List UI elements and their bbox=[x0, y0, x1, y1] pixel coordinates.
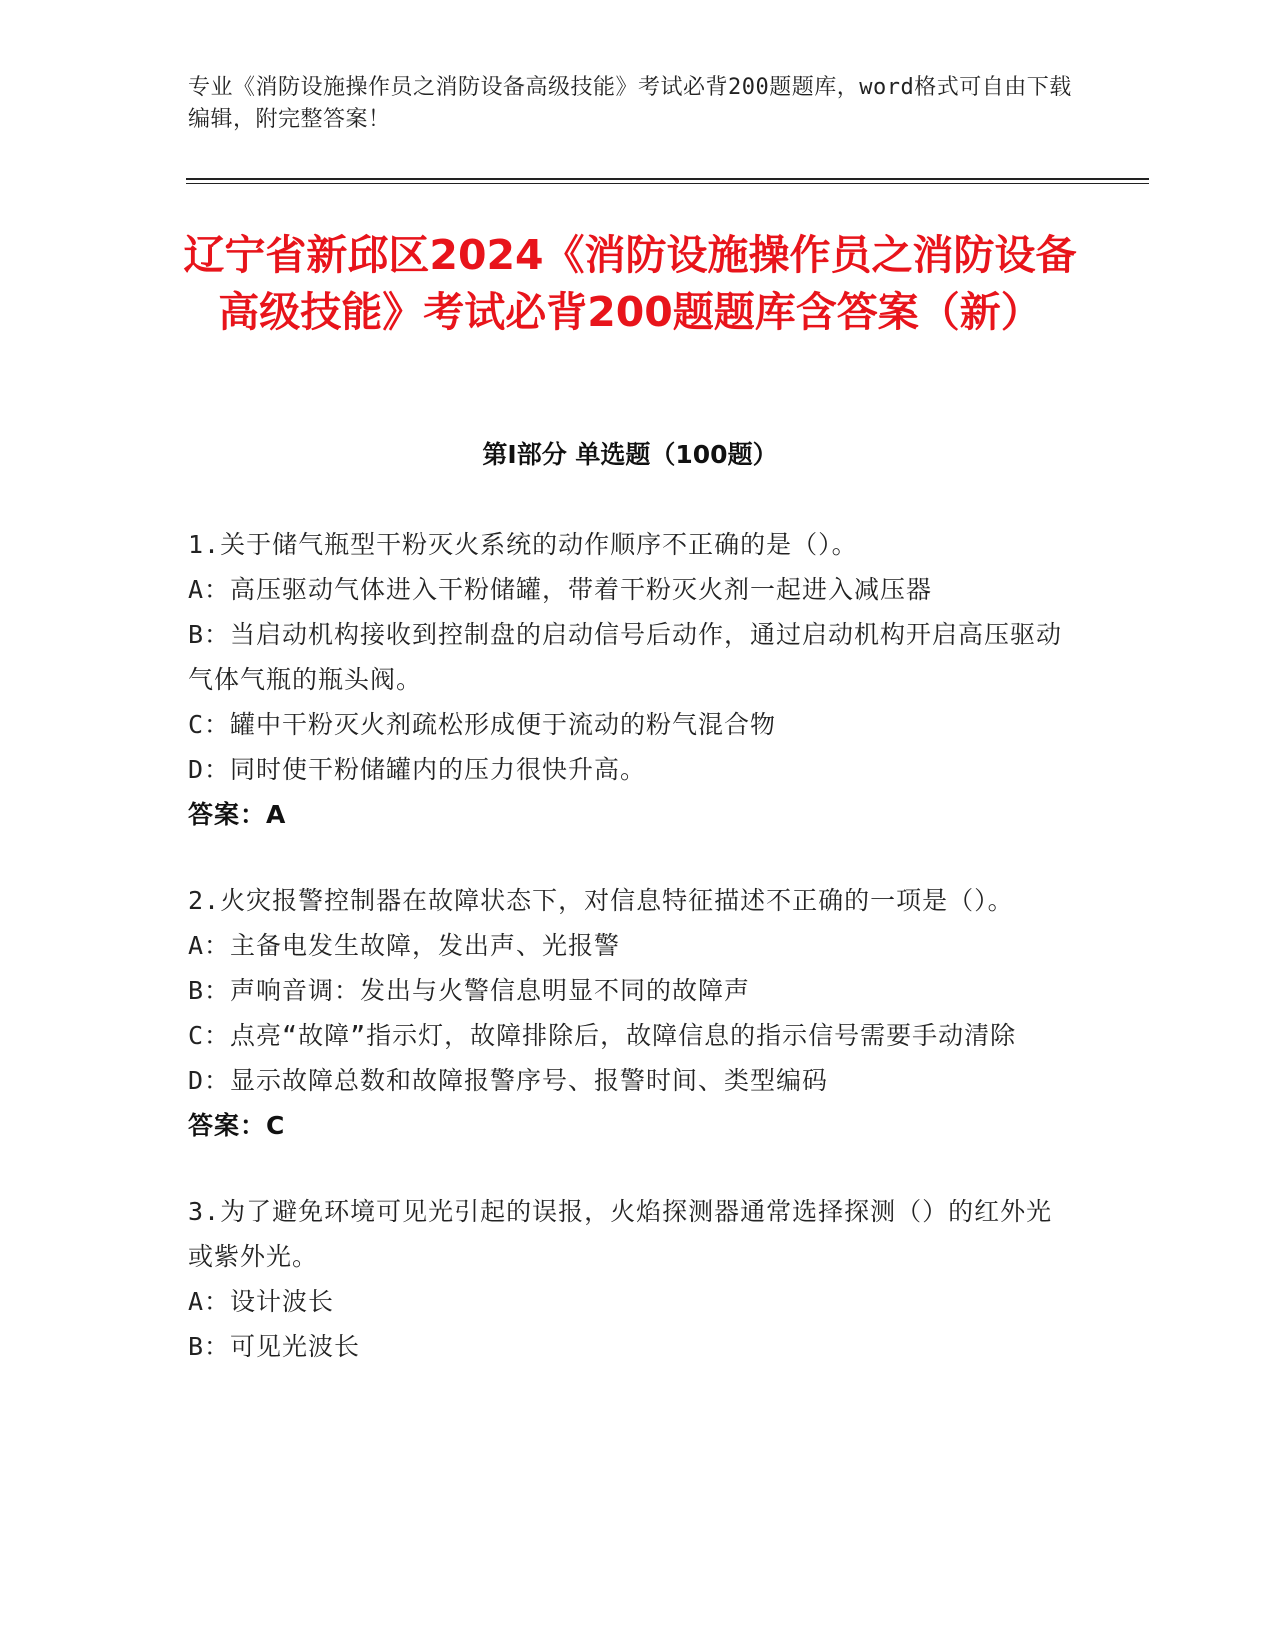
question-item bbox=[188, 1189, 1073, 1369]
question-item bbox=[188, 878, 1073, 1148]
option-d: D：同时使干粉储罐内的压力很快升高。 bbox=[188, 755, 647, 784]
document-title: 辽宁省新邱区2024《消防设施操作员之消防设备高级技能》考试必背200题题库含答案（新） bbox=[183, 231, 1077, 336]
option-b: B：当启动机构接收到控制盘的启动信号后动作，通过启动机构开启高压驱动气体气瓶的瓶头阀。 bbox=[188, 620, 1063, 694]
option-d: D：显示故障总数和故障报警序号、报警时间、类型编码 bbox=[188, 1066, 829, 1095]
question-stem: 2.火灾报警控制器在故障状态下，对信息特征描述不正确的一项是（）。 bbox=[188, 886, 1014, 915]
header-note: 专业《消防设施操作员之消防设备高级技能》考试必背200题题库，word格式可自由下载编辑，附完整答案！ bbox=[188, 75, 1072, 132]
section-title: 第Ⅰ部分 单选题（100题） bbox=[482, 440, 778, 469]
header-divider-thin bbox=[186, 183, 1149, 184]
option-c: C：罐中干粉灭火剂疏松形成便于流动的粉气混合物 bbox=[188, 710, 777, 739]
option-a: A：主备电发生故障，发出声、光报警 bbox=[188, 931, 621, 960]
question-item bbox=[188, 522, 1073, 837]
question-list bbox=[188, 522, 1073, 1410]
option-c: C：点亮“故障”指示灯，故障排除后，故障信息的指示信号需要手动清除 bbox=[188, 1021, 1017, 1050]
question-stem: 3.为了避免环境可见光引起的误报，火焰探测器通常选择探测（）的红外光或紫外光。 bbox=[188, 1197, 1053, 1271]
option-b: B：声响音调：发出与火警信息明显不同的故障声 bbox=[188, 976, 751, 1005]
header-divider bbox=[186, 178, 1149, 180]
answer: 答案：A bbox=[188, 800, 287, 829]
option-b: B：可见光波长 bbox=[188, 1332, 361, 1361]
answer: 答案：C bbox=[188, 1111, 286, 1140]
option-a: A：高压驱动气体进入干粉储罐，带着干粉灭火剂一起进入减压器 bbox=[188, 575, 933, 604]
question-stem: 1.关于储气瓶型干粉灭火系统的动作顺序不正确的是（）。 bbox=[188, 530, 858, 559]
option-a: A：设计波长 bbox=[188, 1287, 335, 1316]
